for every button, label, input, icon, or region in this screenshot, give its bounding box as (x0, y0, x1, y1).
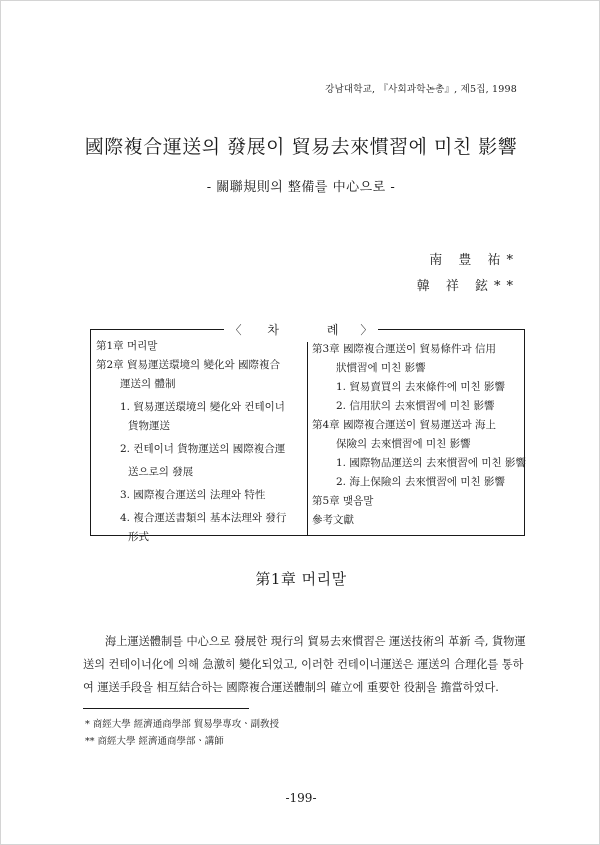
toc-item: 第4章 國際複合運送이 貿易運送과 海上 (312, 419, 496, 431)
toc-item: 2. 컨테이너 貨物運送의 國際複合運 (120, 443, 286, 455)
toc-item: 貨物運送 (128, 420, 170, 432)
toc-column-divider (307, 342, 308, 536)
paper-subtitle: - 關聯規則의 整備를 中心으로 - (206, 180, 396, 195)
author-2: 韓 祥 鉉** (416, 279, 519, 294)
left-angle-bracket-icon: 〈 (229, 323, 242, 337)
page-number: -199- (285, 791, 317, 805)
toc-item: 2. 海上保險의 去來慣習에 미친 影響 (336, 476, 505, 488)
toc-title (224, 321, 379, 338)
toc-title-text: 차 례 (267, 323, 361, 337)
toc-item: 運送의 體制 (120, 378, 176, 390)
toc-title-wrap (1, 319, 600, 338)
author-1: 南 豊 祐* (429, 253, 519, 268)
body-line: 여 運送手段을 相互結合하는 國際複合運送體制의 確立에 重要한 役割을 擔當하였다. (83, 681, 499, 694)
body-line: 海上運送體制를 中心으로 發展한 現行의 貿易去來慣習은 運送技術의 革新 즉, 貨物運 (105, 635, 526, 648)
toc-item: 第2章 貿易運送環境의 變化와 國際複合 (96, 359, 280, 371)
toc-item: 第5章 맺음말 (312, 495, 374, 507)
right-angle-bracket-icon: 〉 (360, 323, 373, 337)
body-line: 送의 컨테이너化에 의해 急激히 變化되었고, 이러한 컨테이너運送은 運送의 合理化를 통하 (83, 658, 524, 671)
toc-right-column (312, 340, 526, 530)
chapter-heading: 第1章 머리말 (255, 570, 347, 588)
toc-item: 1. 貿易賣買의 去來條件에 미친 影響 (336, 381, 505, 393)
footnote-rule (83, 708, 249, 709)
toc-item: 2. 信用狀의 去來慣習에 미친 影響 (336, 400, 495, 412)
footnote-1: * 商經大學 經濟通商學部 貿易學專攻ㆍ副敎授 (85, 719, 279, 730)
toc-item: 4. 複合運送書類의 基本法理와 發行 (120, 512, 287, 524)
toc-item: 參考文獻 (312, 514, 354, 526)
toc-item: 形式 (128, 531, 149, 543)
toc-item: 狀慣習에 미친 影響 (336, 362, 426, 374)
body-paragraph (83, 630, 526, 699)
paper-title: 國際複合運送의 發展이 貿易去來慣習에 미친 影響 (84, 136, 518, 158)
toc-item: 第3章 國際複合運送이 貿易條件과 信用 (312, 343, 496, 355)
toc-item: 保險의 去來慣習에 미친 影響 (336, 438, 471, 450)
toc-item: 送으로의 發展 (128, 466, 194, 478)
footnote-2: ** 商經大學 經濟通商學部ㆍ講師 (85, 736, 224, 747)
toc-left-column (96, 337, 304, 547)
toc-item: 第1章 머리말 (96, 340, 158, 352)
toc-item: 3. 國際複合運送의 法理와 特性 (120, 489, 266, 501)
toc-item: 1. 貿易運送環境의 變化와 컨테이너 (120, 401, 285, 413)
toc-item: 1. 國際物品運送의 去來慣習에 미친 影響 (336, 457, 526, 469)
journal-citation: 강남대학교, 『사회과학논총』, 제5집, 1998 (325, 84, 517, 95)
